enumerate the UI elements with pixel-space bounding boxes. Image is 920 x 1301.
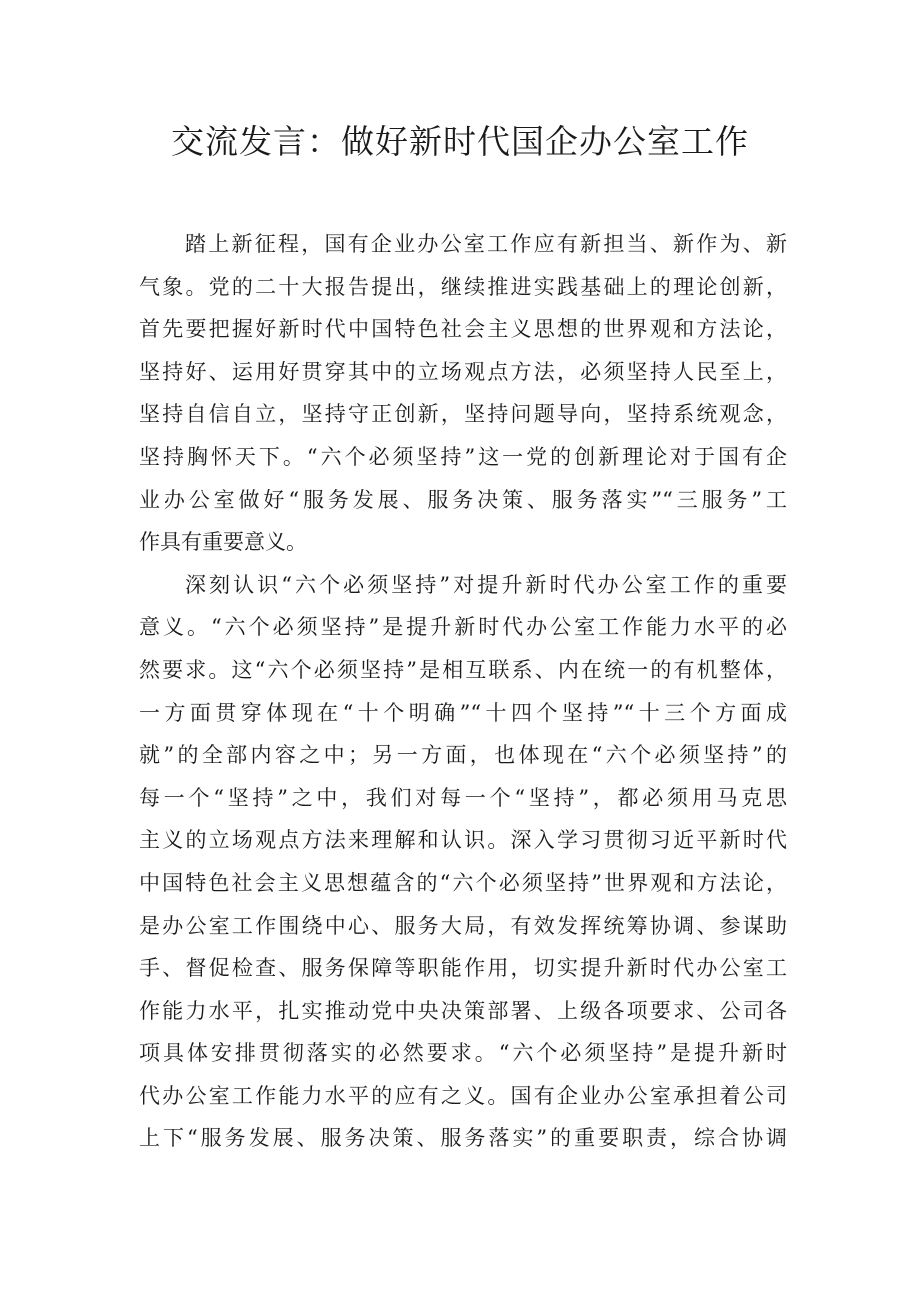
document-title: 交流发言：做好新时代国企办公室工作 [171, 122, 749, 161]
text-line: 气象。党的二十大报告提出，继续推进实践基础上的理论创新， [139, 274, 787, 299]
text-line: 意义。“六个必须坚持”是提升新时代办公室工作能力水平的必 [139, 615, 787, 640]
text-line: 业办公室做好“服务发展、服务决策、服务落实”“三服务”工 [139, 487, 787, 512]
text-line: 每一个“坚持”之中，我们对每一个“坚持”，都必须用马克思 [139, 785, 787, 810]
text-line: 坚持胸怀天下。“六个必须坚持”这一党的创新理论对于国有企 [139, 444, 787, 469]
text-line: 代办公室工作能力水平的应有之义。国有企业办公室承担着公司 [139, 1083, 787, 1108]
text-line: 深刻认识“六个必须坚持”对提升新时代办公室工作的重要 [185, 572, 787, 597]
text-line: 坚持好、运用好贯穿其中的立场观点方法，必须坚持人民至上， [139, 359, 787, 384]
text-line: 踏上新征程，国有企业办公室工作应有新担当、新作为、新 [185, 232, 787, 256]
text-line: 作能力水平，扎实推动党中央决策部署、上级各项要求、公司各 [139, 998, 787, 1023]
text-line: 一方面贯穿体现在“十个明确”“十四个坚持”“十三个方面成 [139, 700, 787, 725]
text-line: 手、督促检查、服务保障等职能作用，切实提升新时代办公室工 [139, 956, 787, 981]
text-line: 作具有重要意义。 [139, 530, 307, 555]
text-line: 坚持自信自立，坚持守正创新，坚持问题导向，坚持系统观念， [139, 402, 787, 427]
text-line: 项具体安排贯彻落实的必然要求。“六个必须坚持”是提升新时 [139, 1041, 787, 1066]
text-line: 主义的立场观点方法来理解和认识。深入学习贯彻习近平新时代 [139, 828, 787, 853]
text-line: 中国特色社会主义思想蕴含的“六个必须坚持”世界观和方法论， [139, 870, 787, 895]
paragraph-2 [139, 564, 787, 1160]
text-line: 首先要把握好新时代中国特色社会主义思想的世界观和方法论， [139, 317, 787, 342]
document-body [139, 223, 787, 1160]
paragraph-1 [139, 223, 787, 564]
text-line: 是办公室工作围绕中心、服务大局，有效发挥统筹协调、参谋助 [139, 913, 787, 938]
text-line: 上下“服务发展、服务决策、服务落实”的重要职责，综合协调 [139, 1126, 787, 1151]
text-line: 然要求。这“六个必须坚持”是相互联系、内在统一的有机整体， [139, 657, 787, 682]
text-line: 就”的全部内容之中；另一方面，也体现在“六个必须坚持”的 [139, 743, 787, 768]
